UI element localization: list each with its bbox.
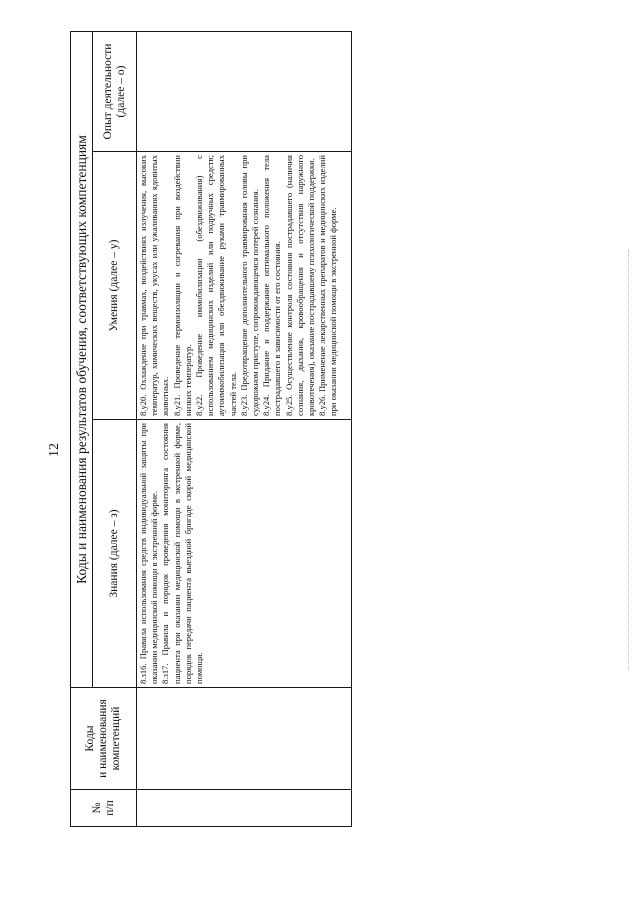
skill-item: 8.у21. Проведение термоизоляции и согревания при воздействии низких температур. (171, 155, 193, 416)
rotated-table-sheet (70, 32, 352, 827)
competency-table (70, 31, 352, 827)
header-codes: Коды и наименования компетенций (71, 688, 137, 790)
page-number: 12 (47, 443, 62, 457)
skill-item: 8.у26. Применение лекарственных препаратов и медицинских изделий при оказании медицинской помощи в экстренной форме. (317, 155, 339, 416)
header-knowledge: Знания (далее – з) (93, 420, 137, 688)
cell-experience (137, 32, 352, 152)
header-num: № п/п (71, 790, 137, 827)
cell-knowledge (137, 420, 352, 688)
cell-num (137, 790, 352, 827)
table-row (137, 32, 352, 827)
knowledge-item: 8.з17. Правила и порядок проведения мониторинга состояния пациента при оказании медицинской помощи в экстренной форме, порядок передачи пациента выездной бригаде скорой медицинской помощи. (160, 423, 205, 684)
skill-item: 8.у23. Предотвращение дополнительного травмирования головы при судорожном приступе, сопровождающемся потерей сознания. (238, 155, 261, 416)
header-results-group: Коды и наименования результатов обучения, соответствующих компетенциям (71, 32, 93, 688)
cell-skills (137, 152, 352, 420)
skill-item: 8.у24. Придание и поддержание оптимального положения тела пострадавшего в зависимости от его состояния. (261, 155, 283, 416)
cell-codes (137, 688, 352, 790)
skill-item: 8.у20. Охлаждение при травмах, воздействиях излучения, высоких температур, химических веществ, укусах или ужаливаниях ядовитых животных. (138, 155, 171, 416)
header-experience: Опыт деятельности (далее – о) (93, 32, 137, 152)
skill-item: 8.у25. Осуществление контроля состояния пострадавшего (наличия сознания, дыхания, кровообращения и отсутствия наружного кровотечения), оказание пострадавшему психологической поддержки. (283, 155, 317, 416)
scan-edge-mark (624, 250, 629, 670)
knowledge-item: 8.з16. Правила использования средств индивидуальной защиты при оказании медицинской помощи в экстренной форме. (138, 423, 160, 684)
header-skills: Умения (далее – у) (93, 152, 137, 420)
skill-item: 8.у22. Проведение иммобилизации (обездвиживания) с использованием медицинских изделий или подручных средств; аутоиммобилизация или обездвиживание руками травмированных частей тела. (194, 155, 238, 416)
